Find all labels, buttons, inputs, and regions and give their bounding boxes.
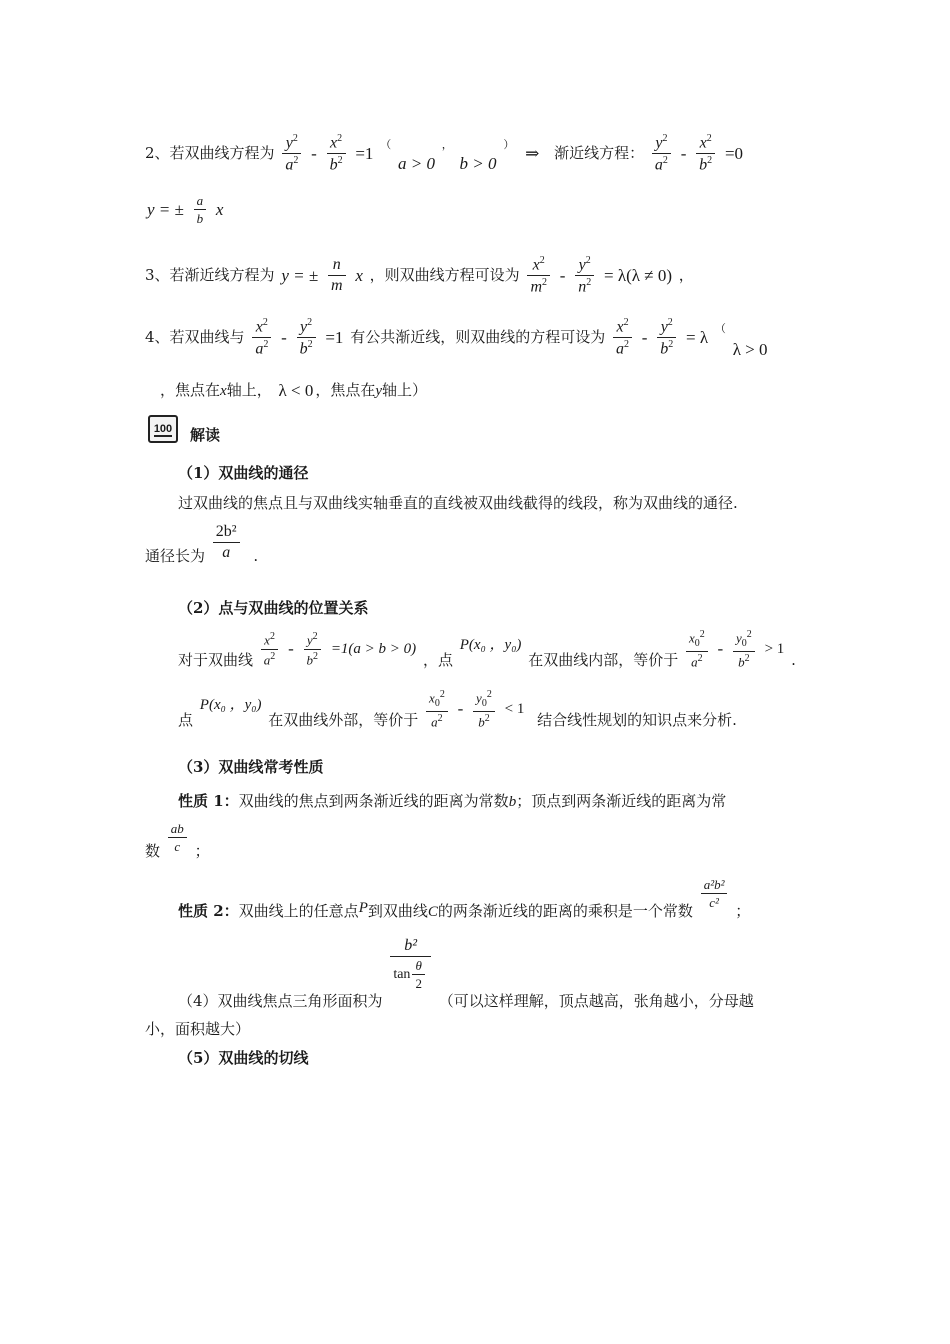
- item2-line: 2、若双曲线方程为 $\frac{y^2}{a^2}$ - $\frac{x^2}{b^2}$ =1 （ a > 0 ， b > 0 ） ⇒ 渐近线方程： $\frac{y^2}{a^2}$ - $\frac{x^2}{b^2}$ =0: [145, 133, 744, 174]
- s3-title: （3）双曲线常考性质: [178, 758, 324, 776]
- s3-prop2: 性质 2：双曲线上的任意点P到双曲线C的两条渐近线的距离的乘积是一个常数 $\frac{\text{a²b²}}{\text{c²}}$ ；: [178, 877, 751, 920]
- s3-prop1-cont: 数 $\frac{ab}{c}$ ；: [145, 821, 210, 860]
- cond-b: b > 0: [459, 153, 497, 173]
- asym-eq: =0: [724, 143, 744, 163]
- s2-title: （2）点与双曲线的位置关系: [178, 599, 369, 617]
- section-header-label: 解读: [190, 426, 221, 444]
- item2-prefix: 2、若双曲线方程为: [145, 143, 275, 162]
- item4-line: 4、若双曲线与 $\frac{x^2}{a^2}$ - $\frac{y^2}{b^2}$ =1 有公共渐近线，则双曲线的方程可设为 $\frac{x^2}{a^2}$ - $\frac{y^2}{b^2}$ = λ （ λ > 0: [145, 317, 768, 359]
- s2-line2: 点 P(x₀ ，y₀) 在双曲线外部，等价于 $\frac{x_0^2}{a^2}$ - $\frac{y_0^2}{b^2}$ < 1 结合线性规划的知识点来分析.: [178, 689, 737, 730]
- item2-eq: =1: [355, 143, 374, 163]
- s5-title: （5）双曲线的切线: [178, 1049, 309, 1067]
- s4-cont: 小，面积越大）: [145, 1020, 251, 1038]
- item2-result: y = ± $\frac{a}{b}$ x: [147, 193, 224, 226]
- item4-continuation: ，焦点在x轴上， λ < 0 ，焦点在y轴上）: [160, 381, 428, 400]
- s1-body: 过双曲线的焦点且与双曲线实轴垂直的直线被双曲线截得的线段，称为双曲线的通径.: [178, 494, 738, 512]
- score-100-icon: 100: [148, 415, 178, 443]
- frac-y2-a2: $\frac{y^2}{a^2}$: [282, 134, 301, 174]
- frac-x2-b2: $\frac{x^2}{b^2}$: [327, 134, 346, 174]
- s2-line1: 对于双曲线 $\frac{x^2}{a^2}$ - $\frac{y^2}{b^2}$ =1(a > b > 0) ，点 P(x₀ ，y₀) 在双曲线内部，等价于 $\frac{x_0^2}{a^2}$ - $\frac{y_0^2}{b^2}$ > 1 .: [178, 629, 796, 670]
- s4-line: （4）双曲线焦点三角形面积为 b² tan $\frac{\theta}{2}$ （可以这样理解，顶点越高，张角越小，分母越: [178, 937, 754, 1010]
- s1-length: 通径长为 $\frac{\text{2b²}}{a}$ .: [145, 523, 259, 565]
- item3-line: 3、若渐近线方程为 y = ± $\frac{n}{m}$ x ，则双曲线方程可设为 $\frac{x^2}{m^2}$ - $\frac{y^2}{n^2}$ = λ(λ ≠ 0) ，: [145, 255, 694, 296]
- s1-title: （1）双曲线的通径: [178, 464, 309, 482]
- s3-prop1: 性质 1：双曲线的焦点到两条渐近线的距离为常数b；顶点到两条渐近线的距离为常: [178, 792, 727, 810]
- point-p: P(x₀ ，y₀): [459, 637, 522, 654]
- cond-a: a > 0: [398, 153, 435, 173]
- implies-symbol: ⇒: [525, 143, 540, 163]
- asym-label: 渐近线方程：: [554, 143, 645, 162]
